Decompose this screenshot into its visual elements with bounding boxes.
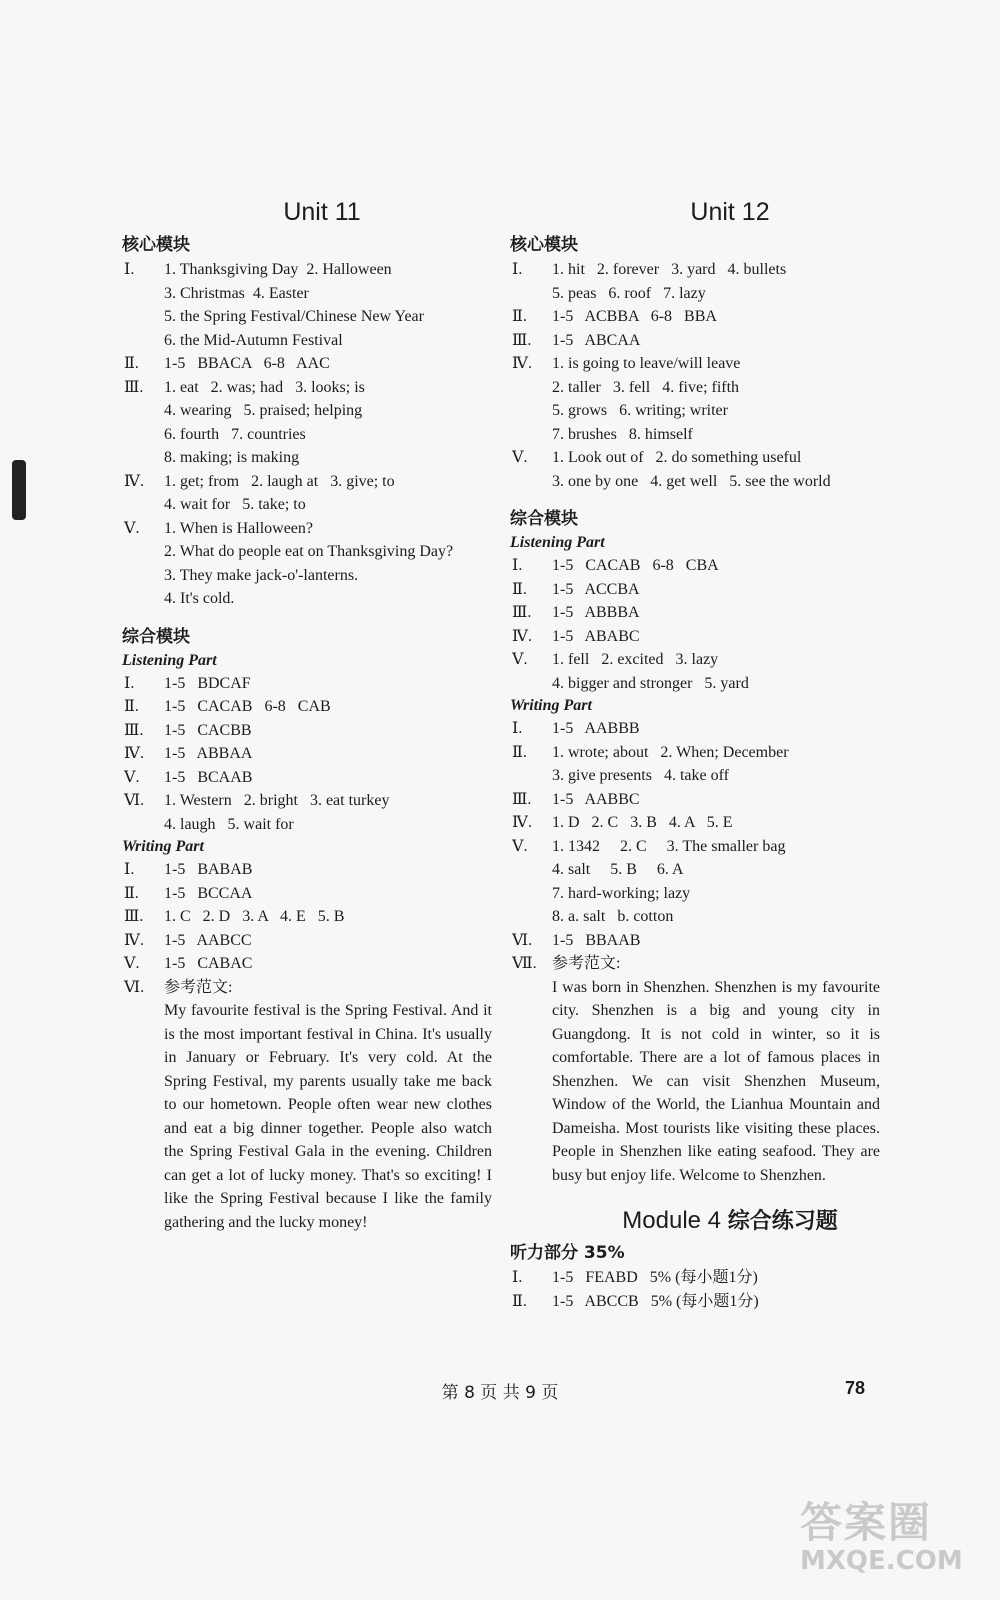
answer-line: 1-5 ACBBA 6-8 BBA: [552, 308, 717, 325]
question-number: Ⅰ.: [512, 261, 523, 278]
answer-item: [122, 517, 492, 611]
answer-text: [552, 788, 880, 812]
answer-text: [552, 625, 880, 649]
watermark-text: 答案圈: [800, 1498, 933, 1547]
left-column: [122, 195, 492, 1234]
question-number: Ⅰ.: [512, 557, 523, 574]
answer-item: [510, 929, 880, 953]
question-number: Ⅴ.: [512, 837, 528, 855]
answer-item: [122, 470, 492, 517]
answer-line: 1-5 BCAAB: [164, 768, 253, 786]
question-number: Ⅴ.: [512, 651, 528, 668]
answer-item: [122, 905, 492, 929]
answer-line: 1. D 2. C 3. B 4. A 5. E: [552, 814, 733, 831]
answer-text: [164, 470, 492, 517]
answer-item: [510, 258, 880, 305]
answer-text: [552, 811, 880, 835]
answer-line: 2. taller 3. fell 4. five; fifth: [552, 378, 740, 396]
answer-item: [510, 741, 880, 788]
answer-item: [510, 554, 880, 578]
answer-line: 1-5 CACBB: [164, 721, 252, 739]
answer-item: [510, 329, 880, 353]
answer-item: [122, 976, 492, 1000]
question-number: Ⅳ.: [124, 472, 144, 490]
core-answers: [510, 258, 880, 493]
answer-line: 3. give presents 4. take off: [552, 767, 729, 784]
listening-section-heading: 听力部分 35%: [510, 1243, 625, 1263]
answer-line: 1-5 ABBAA: [164, 745, 253, 762]
answer-text: [164, 882, 492, 906]
answer-item: [510, 835, 880, 929]
answer-line: 5. grows 6. writing; writer: [552, 402, 728, 419]
answer-text: [164, 766, 492, 790]
answer-text: [164, 258, 492, 352]
answer-line: 1-5 ABBBA: [552, 604, 640, 621]
answer-line: 7. hard-working; lazy: [552, 884, 691, 902]
answer-line: 4. laugh 5. wait for: [164, 815, 294, 833]
core-module-heading: 核心模块: [510, 235, 578, 255]
answer-line: 1-5 AABBC: [552, 790, 640, 808]
answer-line: 1. When is Halloween?: [164, 519, 313, 537]
core-module-heading: 核心模块: [122, 235, 190, 255]
question-number: Ⅵ.: [512, 931, 533, 949]
answer-text: [164, 929, 492, 953]
answer-item: [510, 1290, 880, 1314]
answer-line: 3. one by one 4. get well 5. see the world: [552, 472, 831, 490]
sample-essay: I was born in Shenzhen. Shenzhen is my favourite city. Shenzhen is a big and young city in Guangdong. It is not cold in winter, so it is comfortable. There are a lot of famous places in Shenzhen. We can visit Shenzhen Museum, Window of the World, the Lianhua Mountain and Dameisha. Most tourists like visiting these places. People in Shenzhen like eating seafood. They are busy but enjoy life. Welcome to Shenzhen.: [552, 978, 880, 1184]
answer-line: 参考范文:: [552, 955, 621, 972]
answer-text: [164, 976, 492, 1000]
answer-line: 1-5 BBAAB: [552, 931, 641, 949]
question-number: Ⅵ.: [124, 978, 145, 996]
answer-line: 2. What do people eat on Thanksgiving Day?: [164, 543, 454, 560]
answer-item: [510, 446, 880, 493]
page-number: 78: [845, 1378, 866, 1398]
writing-part-heading: Writing Part: [510, 697, 592, 714]
unit-12-title: Unit 12: [690, 198, 770, 226]
answer-item: [122, 742, 492, 766]
answer-line: 1. C 2. D 3. A 4. E 5. B: [164, 908, 345, 925]
answer-line: 8. making; is making: [164, 449, 300, 466]
answer-text: [164, 905, 492, 929]
answer-line: 1-5 CACAB 6-8 CBA: [552, 557, 719, 574]
comprehensive-module-heading: 综合模块: [510, 509, 578, 529]
answer-line: 1-5 BDCAF: [164, 674, 251, 692]
question-number: Ⅳ.: [124, 931, 144, 949]
answer-line: 1-5 AABBB: [552, 720, 640, 737]
answer-line: 1. is going to leave/will leave: [552, 355, 741, 372]
answer-line: 3. They make jack-o'-lanterns.: [164, 566, 359, 584]
answer-text: [552, 929, 880, 953]
answer-line: 4. It's cold.: [164, 590, 235, 607]
question-number: Ⅲ.: [512, 790, 532, 808]
answer-line: 1-5 ABCAA: [552, 331, 641, 349]
question-number: Ⅰ.: [124, 261, 135, 278]
answer-line: 1. Look out of 2. do something useful: [552, 449, 802, 466]
answer-line: 1-5 FEABD 5% (每小题1分): [552, 1269, 758, 1286]
module-title-en: Module 4: [622, 1207, 722, 1234]
answer-line: 4. wait for 5. take; to: [164, 496, 306, 513]
answer-item: [122, 672, 492, 696]
answer-text: [164, 742, 492, 766]
unit-11-title: Unit 11: [283, 198, 361, 226]
answer-text: [552, 835, 880, 929]
listening-part-heading: Listening Part: [510, 534, 605, 551]
question-number: Ⅴ.: [124, 519, 140, 537]
answer-text: [552, 741, 880, 788]
answer-item: [122, 789, 492, 836]
answer-item: [122, 719, 492, 743]
answer-item: [510, 811, 880, 835]
answer-text: [552, 1266, 880, 1290]
answer-line: 1. Thanksgiving Day 2. Halloween: [164, 261, 392, 278]
answer-text: [164, 517, 492, 611]
answer-line: 1. Western 2. bright 3. eat turkey: [164, 792, 390, 809]
answer-line: 5. the Spring Festival/Chinese New Year: [164, 308, 424, 325]
question-number: Ⅱ.: [512, 580, 527, 598]
answer-text: [552, 352, 880, 446]
core-answers: [122, 258, 492, 611]
answer-item: [510, 305, 880, 329]
answer-item: [510, 1266, 880, 1290]
question-number: Ⅶ.: [512, 955, 537, 972]
answer-text: [164, 376, 492, 470]
page-info: 第 8 页 共 9 页: [441, 1383, 559, 1403]
answer-text: [164, 695, 492, 719]
watermark-url: MXQE.COM: [800, 1546, 963, 1576]
scan-edge-mark: [12, 460, 26, 520]
answer-line: 4. salt 5. B 6. A: [552, 861, 684, 878]
answer-line: 1. eat 2. was; had 3. looks; is: [164, 378, 365, 396]
module-4-title: [510, 1201, 880, 1241]
answer-line: 4. wearing 5. praised; helping: [164, 402, 363, 419]
answer-line: 1-5 BCCAA: [164, 884, 253, 902]
question-number: Ⅰ.: [124, 861, 135, 878]
answer-text: [552, 446, 880, 493]
answer-line: 1. get; from 2. laugh at 3. give; to: [164, 472, 395, 490]
listening-answers: [122, 672, 492, 837]
answer-item: [510, 648, 880, 695]
question-number: Ⅱ.: [124, 698, 139, 715]
question-number: Ⅴ.: [124, 768, 140, 786]
answer-text: [552, 578, 880, 602]
answer-item: [122, 258, 492, 352]
answer-text: [552, 329, 880, 353]
question-number: Ⅲ.: [124, 378, 144, 396]
answer-text: [164, 352, 492, 376]
answer-item: [510, 578, 880, 602]
listening-part-heading: Listening Part: [122, 651, 217, 669]
module-answers: [510, 1266, 880, 1313]
answer-text: [164, 719, 492, 743]
answer-item: [510, 952, 880, 976]
answer-item: [122, 376, 492, 470]
answer-item: [122, 952, 492, 976]
answer-item: [510, 788, 880, 812]
answer-item: [510, 625, 880, 649]
answer-text: [552, 1290, 880, 1314]
comprehensive-module-heading: 综合模块: [122, 626, 190, 647]
writing-answers: [510, 717, 880, 976]
question-number: Ⅳ.: [124, 745, 144, 762]
question-number: Ⅱ.: [124, 355, 139, 372]
answer-line: 6. fourth 7. countries: [164, 425, 306, 443]
answer-line: 7. brushes 8. himself: [552, 425, 693, 443]
answer-item: [122, 882, 492, 906]
question-number: Ⅲ.: [124, 721, 144, 739]
answer-item: [122, 695, 492, 719]
answer-text: [552, 258, 880, 305]
answer-line: 1. hit 2. forever 3. yard 4. bullets: [552, 261, 787, 278]
answer-item: [122, 766, 492, 790]
question-number: Ⅳ.: [512, 814, 532, 831]
question-number: Ⅴ.: [512, 449, 528, 466]
answer-text: [164, 858, 492, 882]
answer-line: 5. peas 6. roof 7. lazy: [552, 284, 706, 302]
writing-part-heading: Writing Part: [122, 838, 204, 855]
question-number: Ⅲ.: [124, 908, 144, 925]
answer-line: 1-5 BABAB: [164, 861, 253, 878]
module-title-cn: 综合练习题: [727, 1208, 838, 1234]
answer-text: [552, 648, 880, 695]
answer-line: 1. wrote; about 2. When; December: [552, 743, 789, 761]
answer-text: [552, 601, 880, 625]
answer-item: [510, 352, 880, 446]
answer-text: [552, 717, 880, 741]
answer-text: [164, 789, 492, 836]
question-number: Ⅰ.: [512, 1269, 523, 1286]
answer-line: 参考范文:: [164, 978, 233, 996]
question-number: Ⅱ.: [124, 884, 139, 902]
question-number: Ⅰ.: [512, 720, 523, 737]
answer-line: 1-5 AABCC: [164, 931, 252, 949]
question-number: Ⅱ.: [512, 1292, 527, 1310]
answer-line: 1-5 BBACA 6-8 AAC: [164, 355, 330, 372]
answer-text: [552, 952, 880, 976]
answer-item: [122, 858, 492, 882]
question-number: Ⅲ.: [512, 331, 532, 349]
answer-line: 1. 1342 2. C 3. The smaller bag: [552, 837, 786, 855]
answer-line: 3. Christmas 4. Easter: [164, 284, 309, 302]
question-number: Ⅰ.: [124, 674, 135, 692]
listening-answers: [510, 554, 880, 695]
question-number: Ⅵ.: [124, 792, 145, 809]
right-column: [510, 195, 880, 1313]
answer-text: [552, 305, 880, 329]
answer-item: [122, 929, 492, 953]
answer-line: 8. a. salt b. cotton: [552, 908, 674, 925]
answer-line: 6. the Mid-Autumn Festival: [164, 331, 343, 349]
question-number: Ⅱ.: [512, 743, 527, 761]
answer-item: [510, 601, 880, 625]
answer-line: 1-5 CACAB 6-8 CAB: [164, 698, 331, 715]
answer-text: [164, 952, 492, 976]
answer-item: [510, 717, 880, 741]
question-number: Ⅳ.: [512, 355, 532, 372]
question-number: Ⅴ.: [124, 955, 140, 972]
answer-line: 1. fell 2. excited 3. lazy: [552, 651, 719, 668]
answer-line: 1-5 CABAC: [164, 955, 253, 972]
answer-line: 1-5 ABABC: [552, 627, 640, 645]
answer-line: 1-5 ABCCB 5% (每小题1分): [552, 1292, 759, 1310]
watermark-logo: [800, 1490, 990, 1590]
writing-answers: [122, 858, 492, 999]
question-number: Ⅳ.: [512, 627, 532, 645]
answer-item: [122, 352, 492, 376]
sample-essay: My favourite festival is the Spring Festival. And it is the most important festival in China. It's usually in January or February. It's very cold. At the Spring Festival, my parents usually take me back to our hometown. People often wear new clothes and eat a big dinner together. People also watch the Spring Festival Gala in the evening. Children can get a lot of lucky money. That's so exciting! I like the Spring Festival because I like the family gathering and the lucky money!: [164, 1002, 492, 1231]
answer-line: 4. bigger and stronger 5. yard: [552, 674, 749, 692]
answer-text: [164, 672, 492, 696]
question-number: Ⅲ.: [512, 604, 532, 621]
answer-line: 1-5 ACCBA: [552, 580, 640, 598]
answer-text: [552, 554, 880, 578]
question-number: Ⅱ.: [512, 308, 527, 325]
